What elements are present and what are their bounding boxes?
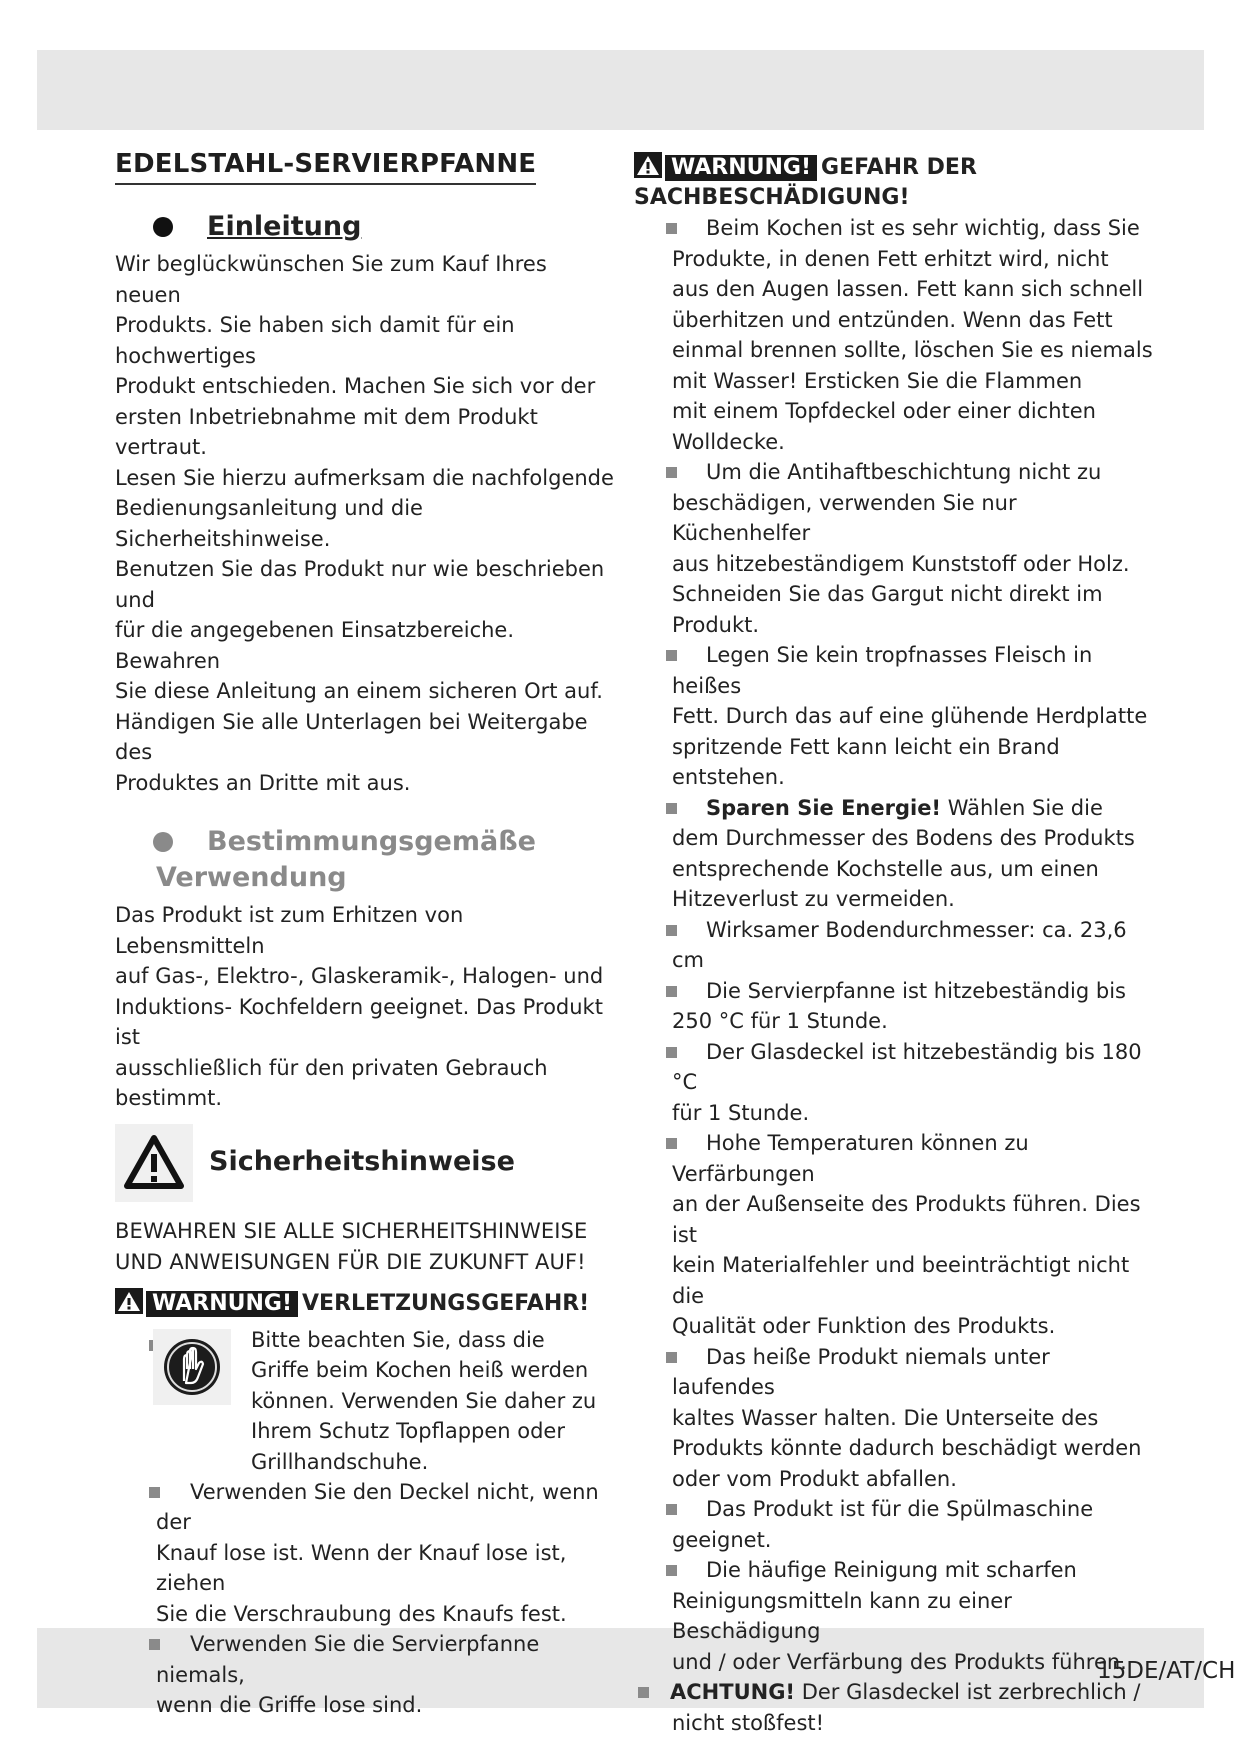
keep-line: UND ANWEISUNGEN FÜR DIE ZUKUNFT AUF! [115,1249,586,1274]
injury-warning-heading [115,1288,615,1319]
intro-section [115,209,615,798]
safety-heading: Sicherheitshinweise [209,1145,515,1177]
list-item-line: Knauf lose ist. Wenn der Knauf lose ist, ziehen [156,1540,567,1595]
square-bullet-icon [666,925,677,936]
list-item [634,1342,1154,1495]
injury-warning-title: VERLETZUNGSGEFAHR! [302,1290,590,1316]
list-item [115,1629,615,1721]
document-title: EDELSTAHL-SERVIERPFANNE [115,148,536,185]
list-item [634,640,1154,793]
usage-text [115,900,615,1114]
header-band [37,50,1204,130]
energy-list-item [634,793,1154,915]
list-item-line: Verwenden Sie die Servierpfanne niemals, [156,1632,540,1687]
list-item-line: mit Wasser! Ersticken Sie die Flammen [672,368,1083,393]
square-bullet-icon [666,1504,677,1515]
list-item-line: beschädigen, verwenden Sie nur Küchenhelfer [672,490,1017,545]
square-bullet-icon [666,1138,677,1149]
list-item-line: kaltes Wasser halten. Die Unterseite des [672,1405,1099,1430]
square-bullet-icon [666,223,677,234]
energy-bold-label: Sparen Sie Energie! [706,795,942,820]
usage-heading: Bestimmungsgemäße [207,826,536,857]
glove-item-line: Ihrem Schutz Topflappen oder [251,1419,565,1443]
attention-bold-label: ACHTUNG! [670,1680,796,1704]
list-item-line: Verwenden Sie den Deckel nicht, wenn der [156,1479,599,1534]
square-bullet-icon [666,803,677,814]
square-bullet-icon [666,1352,677,1363]
list-item [634,915,1154,976]
list-item-line: Fett. Durch das auf eine glühende Herdplatte [672,704,1148,728]
property-warning-heading [634,152,1154,213]
list-item-line: Das heiße Produkt niemals unter laufendes [672,1344,1050,1399]
list-item-line: überhitzen und entzünden. Wenn das Fett [672,307,1113,332]
usage-line: Induktions- Kochfeldern geeignet. Das Produkt ist [115,994,603,1049]
keep-instructions [115,1216,615,1278]
intro-line: für die angegebenen Einsatzbereiche. Bewahren [115,618,515,673]
list-item-line: wenn die Griffe lose sind. [156,1693,423,1717]
list-item-line: Das Produkt ist für die Spülmaschine geeignet. [672,1497,1094,1552]
list-item-line: Qualität oder Funktion des Produkts. [672,1314,1056,1338]
list-item-line: nicht stoßfest! [672,1710,825,1735]
list-item [634,1128,1154,1342]
glove-item-line: Bitte beachten Sie, dass die [251,1327,545,1352]
intro-line: Benutzen Sie das Produkt nur wie beschrieben und [115,557,605,612]
warning-triangle-icon [115,1288,143,1314]
warning-badge: WARNUNG! [146,1291,298,1317]
list-item-line: Hitzeverlust zu vermeiden. [672,887,955,911]
list-item-line: für 1 Stunde. [672,1100,810,1125]
list-item-line: Wirksamer Bodendurchmesser: ca. 23,6 cm [672,917,1127,972]
list-item [115,1477,615,1630]
list-item-line: mit einem Topfdeckel oder einer dichten [672,399,1096,423]
intro-line: Wir beglückwünschen Sie zum Kauf Ihres neuen [115,252,547,307]
section-bullet-icon [153,832,173,852]
list-item-line: entsprechende Kochstelle aus, um einen [672,856,1099,881]
glove-item-line: können. Verwenden Sie daher zu [251,1388,597,1413]
square-bullet-icon [666,1047,677,1058]
intro-line: Sie diese Anleitung an einem sicheren Ort auf. [115,679,603,703]
attention-list-item [634,1677,1154,1738]
intro-line: Produkt entschieden. Machen Sie sich vor der [115,374,596,398]
list-item-line: spritzende Fett kann leicht ein Brand entstehen. [672,734,1060,789]
list-item-line: aus hitzebeständigem Kunststoff oder Holz. [672,551,1130,576]
list-item-line: Beim Kochen ist es sehr wichtig, dass Sie [706,216,1140,240]
warning-triangle-icon [115,1124,193,1202]
list-item-line: Der Glasdeckel ist zerbrechlich / [795,1680,1141,1704]
protective-glove-icon [153,1329,231,1405]
list-item-line: Hohe Temperaturen können zu Verfärbungen [672,1131,1029,1186]
list-item-line: und / oder Verfärbung des Produkts führen. [672,1649,1127,1674]
list-item [634,976,1154,1037]
glove-item-line: Grillhandschuhe. [251,1449,429,1474]
list-item-line: Die Servierpfanne ist hitzebeständig bis [706,978,1126,1003]
square-bullet-icon [666,650,677,661]
list-item-line: Produkte, in denen Fett erhitzt wird, nicht [672,246,1109,271]
square-bullet-icon [666,1565,677,1576]
keep-line: BEWAHREN SIE ALLE SICHERHEITSHINWEISE [115,1218,588,1243]
list-item-line: Wolldecke. [672,429,785,454]
list-item-line: Der Glasdeckel ist hitzebeständig bis 180 °C [672,1039,1142,1094]
list-item-line: einmal brennen sollte, löschen Sie es niemals [672,338,1153,362]
list-item [634,1494,1154,1555]
list-item-line: Die häufige Reinigung mit scharfen [706,1558,1077,1582]
list-item-line: oder vom Produkt abfallen. [672,1466,957,1491]
list-item-line: aus den Augen lassen. Fett kann sich schnell [672,277,1144,301]
glove-item-text [251,1325,596,1478]
safety-header [115,1124,615,1204]
intro-line: Händigen Sie alle Unterlagen bei Weitergabe des [115,709,588,764]
square-bullet-icon [666,986,677,997]
property-warning-title: GEFAHR DER [821,155,977,180]
warning-triangle-icon [634,152,662,178]
intro-line: ersten Inbetriebnahme mit dem Produkt vertraut. [115,404,538,459]
list-item-line: 250 °C für 1 Stunde. [672,1009,888,1033]
usage-line: auf Gas-, Elektro-, Glaskeramik-, Halogen- und [115,964,604,988]
square-bullet-icon [666,467,677,478]
list-item [634,213,1154,457]
usage-line: ausschließlich für den privaten Gebrauch bestimmt. [115,1055,548,1110]
list-item-line: Schneiden Sie das Gargut nicht direkt im [672,582,1103,606]
list-item-line: kein Materialfehler und beeinträchtigt nicht die [672,1253,1130,1308]
glove-list-item [115,1325,615,1477]
square-bullet-icon [149,1487,160,1498]
list-item-line: Um die Antihaftbeschichtung nicht zu [706,460,1102,484]
intro-line: Produkts. Sie haben sich damit für ein hochwertiges [115,313,515,368]
intro-heading: Einleitung [207,211,362,242]
page-number: 15DE/AT/CH [1097,1658,1236,1684]
list-item-line: Legen Sie kein tropfnasses Fleisch in heißes [672,643,1093,698]
intro-text [115,249,615,798]
glove-item-line: Griffe beim Kochen heiß werden [251,1358,589,1382]
list-item-line: Produkts könnte dadurch beschädigt werden [672,1436,1142,1460]
square-bullet-icon [149,1639,160,1650]
warning-badge: WARNUNG! [665,155,817,181]
list-item [634,1555,1154,1677]
list-item [634,1037,1154,1129]
usage-line: Das Produkt ist zum Erhitzen von Lebensmitteln [115,903,464,958]
property-warning-title-line2: SACHBESCHÄDIGUNG! [634,185,910,210]
list-item [634,457,1154,640]
list-item-line: Wählen Sie die [941,795,1103,820]
usage-heading-line2: Verwendung [156,862,347,893]
left-column [115,148,615,1721]
intro-line: Bedienungsanleitung und die Sicherheitshinweise. [115,496,423,551]
square-bullet-icon [638,1687,649,1698]
intro-line: Lesen Sie hierzu aufmerksam die nachfolgende [115,465,614,490]
list-item-line: an der Außenseite des Produkts führen. Dies ist [672,1192,1141,1247]
right-column [634,152,1154,1738]
list-item-line: dem Durchmesser des Bodens des Produkts [672,826,1135,850]
list-item-line: Produkt. [672,612,760,637]
section-bullet-icon [153,217,173,237]
intro-line: Produktes an Dritte mit aus. [115,770,411,795]
usage-section [115,824,615,1114]
list-item-line: Reinigungsmitteln kann zu einer Beschädigung [672,1588,1012,1643]
list-item-line: Sie die Verschraubung des Knaufs fest. [156,1601,567,1626]
